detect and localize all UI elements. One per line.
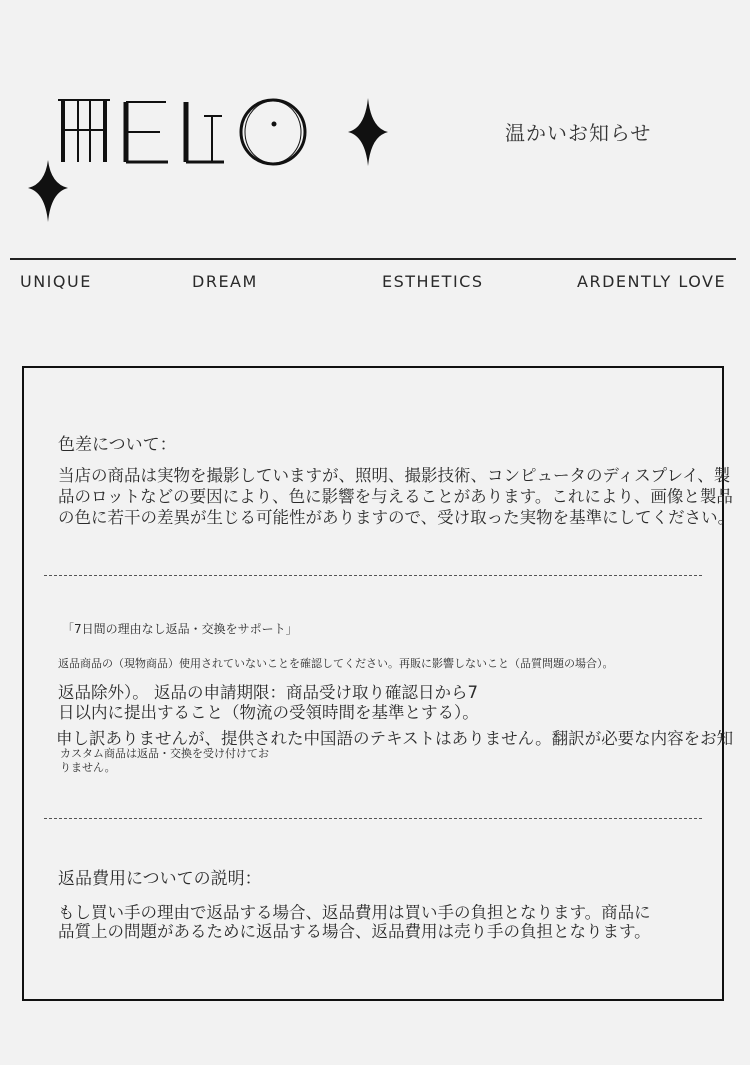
return-title: 「7日間の理由なし返品・交換をサポート」 [62,622,298,636]
nav-item-dream: DREAM [192,272,258,291]
color-line: 当店の商品は実物を撮影していますが、照明、撮影技術、コンピュータのディスプレイ、製 [58,466,731,485]
section-divider [44,575,702,576]
color-line: の色に若干の差異が生じる可能性がありますので、受け取った実物を基準にしてください。 [58,508,735,527]
nav-item-esthetics: ESTHETICS [382,272,484,291]
fee-line: もし買い手の理由で返品する場合、返品費用は買い手の負担となります。商品に [58,903,651,922]
hello-logo [28,88,388,228]
return-note: 返品商品の（現物商品）使用されていないことを確認してください。再販に影響しないこと（品質問題の場合）。 [58,657,614,670]
custom-line: カスタム商品は返品・交換を受け付けてお [60,747,269,760]
sparkle-icon [28,160,68,222]
return-line: 返品除外）。 返品の申請期限：商品受け取り確認日から7 [58,683,478,702]
color-heading: 色差について： [58,435,177,455]
section-divider [44,818,702,819]
header-divider [10,258,736,260]
fee-line: 品質上の問題があるために返品する場合、返品費用は売り手の負担となります。 [58,922,651,941]
color-line: 品のロットなどの要因により、色に影響を与えることがあります。これにより、画像と製品 [58,487,733,506]
notice-subtitle: 温かいお知らせ [505,121,652,145]
return-line: 日以内に提出すること（物流の受領時間を基準とする）。 [58,703,479,722]
sparkle-icon [348,98,388,166]
nav-item-ardently-love: ARDENTLY LOVE [577,272,727,291]
custom-line: りません。 [60,761,116,774]
apology-text: 申し訳ありませんが、提供された中国語のテキストはありません。翻訳が必要な内容をお知 [56,729,734,748]
fee-heading: 返品費用についての説明： [58,869,262,889]
nav-item-unique: UNIQUE [20,272,92,291]
